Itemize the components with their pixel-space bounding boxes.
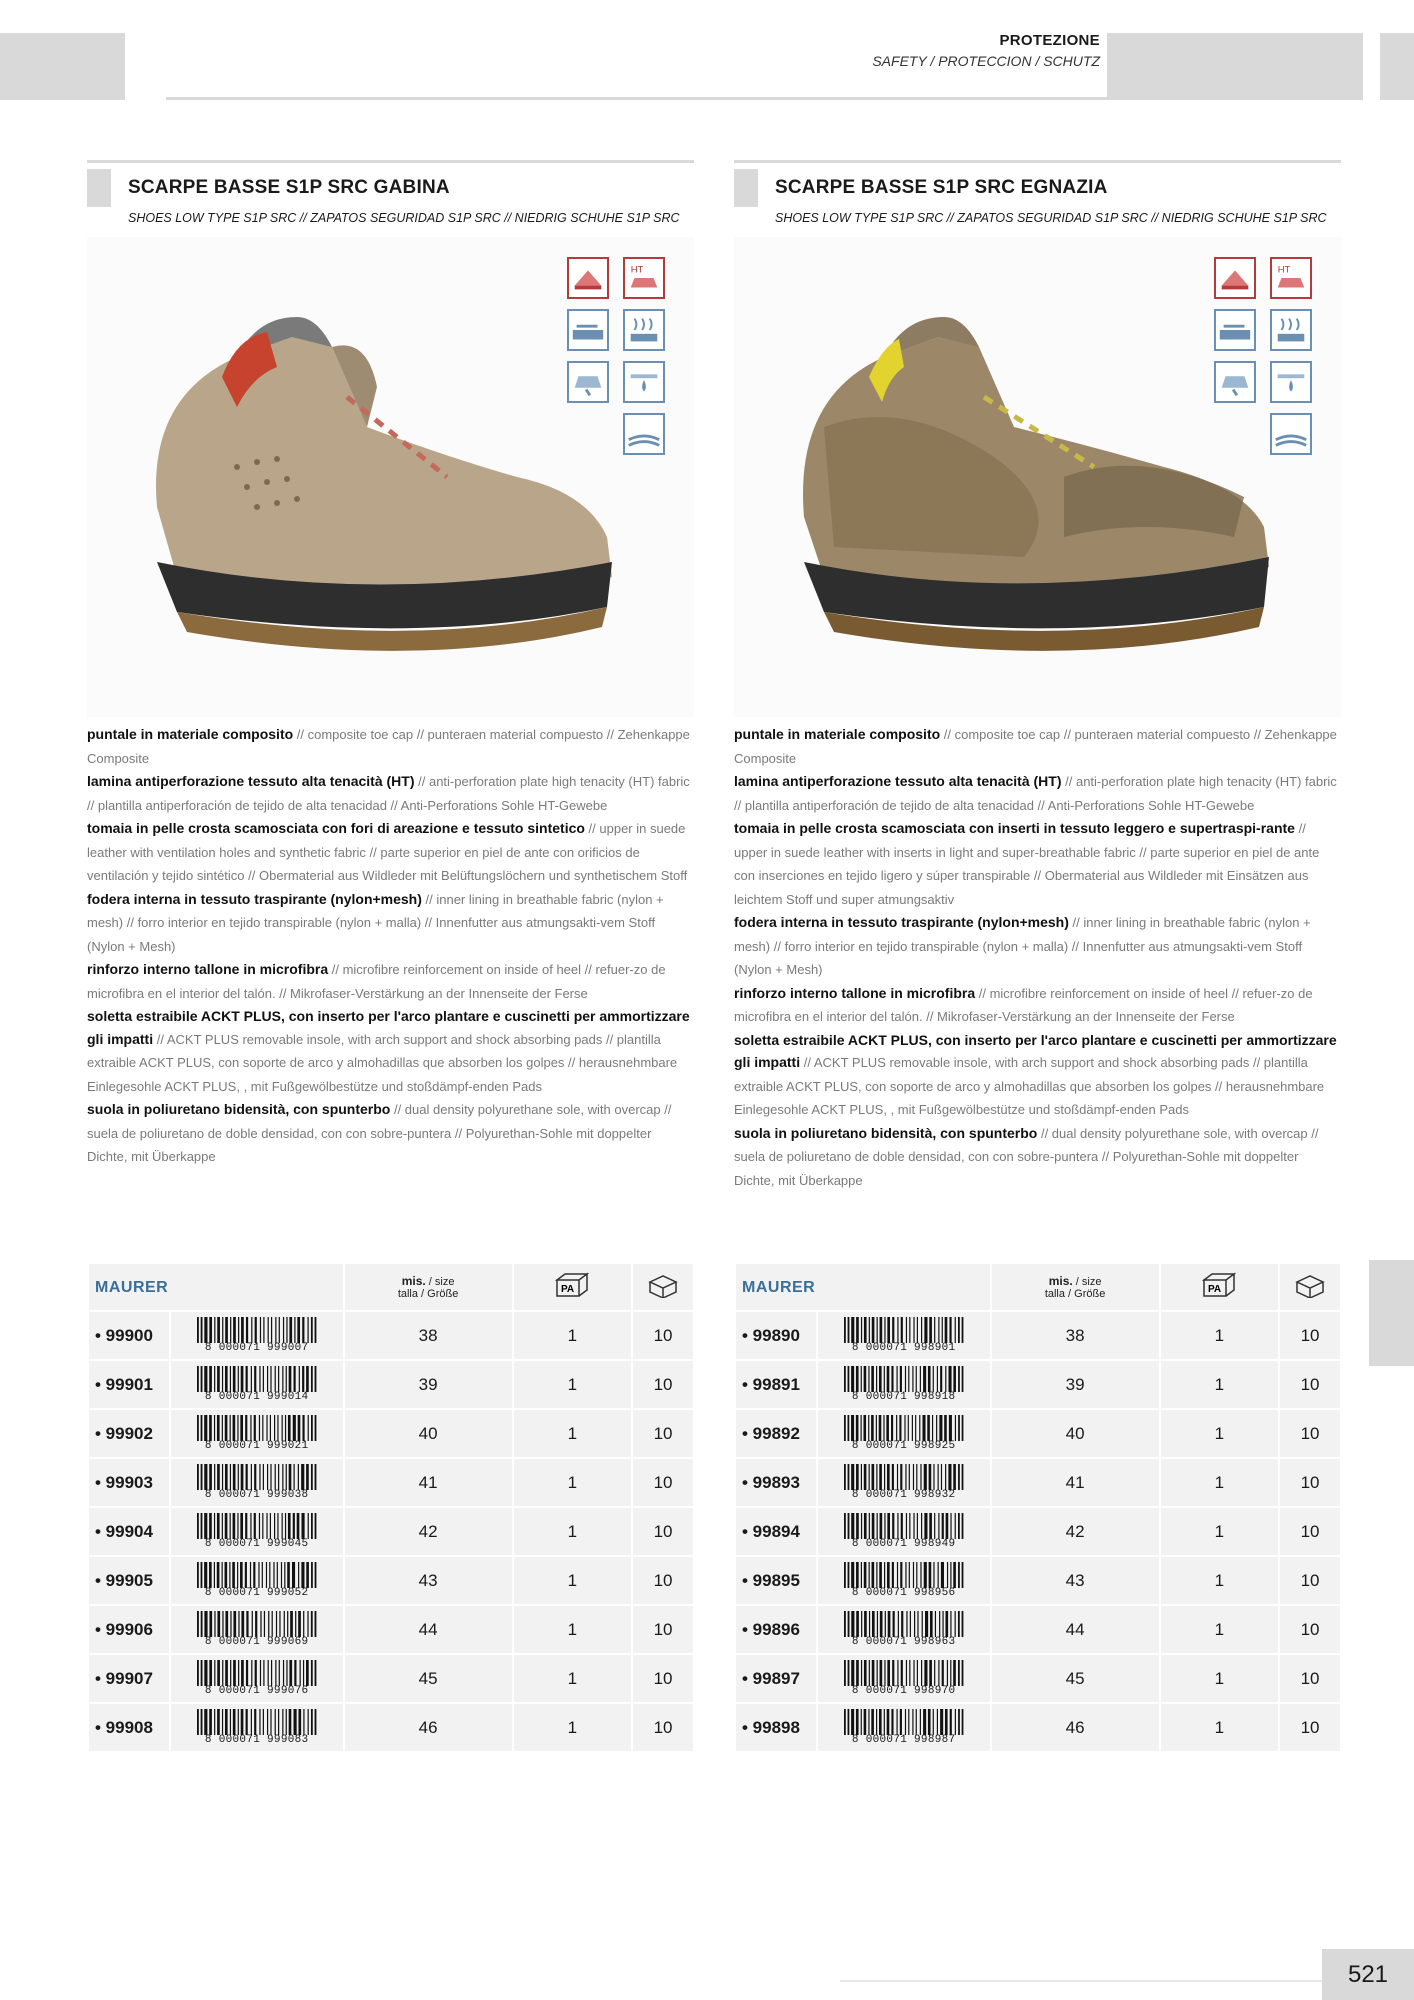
header-rule: [166, 97, 1107, 100]
pa-header: [513, 1263, 632, 1311]
article-code: • 99906: [88, 1605, 170, 1654]
table-row: [735, 1556, 1341, 1605]
antistatic-icon: [567, 361, 609, 403]
pa-value: 1: [513, 1605, 632, 1654]
pa-value: 1: [1160, 1458, 1279, 1507]
size-value: 41: [344, 1458, 513, 1507]
barcode-icon: [842, 1611, 966, 1637]
box-value: 10: [1279, 1507, 1341, 1556]
barcode-icon: [842, 1660, 966, 1686]
table-row: [88, 1605, 694, 1654]
table-row: [735, 1311, 1341, 1360]
box-value: 10: [632, 1311, 694, 1360]
barcode-cell: [170, 1605, 344, 1654]
spec-title: fodera interna in tessuto traspirante (nylon+mesh): [87, 890, 422, 907]
table-row: [735, 1605, 1341, 1654]
spec-translation: // composite toe cap // punteraen material compuesto // Zehenkappe Composite: [734, 727, 1337, 766]
barcode-cell: [817, 1556, 991, 1605]
article-code: • 99894: [735, 1507, 817, 1556]
spec-list: [87, 723, 695, 1169]
article-code: • 99890: [735, 1311, 817, 1360]
size-value: 42: [344, 1507, 513, 1556]
pa-value: 1: [513, 1311, 632, 1360]
box-value: 10: [632, 1703, 694, 1752]
footer-rule: [840, 1980, 1322, 1982]
article-code: • 99897: [735, 1654, 817, 1703]
pa-value: 1: [513, 1556, 632, 1605]
table-row: [735, 1458, 1341, 1507]
pa-value: 1: [513, 1703, 632, 1752]
pa-box-icon: [555, 1272, 589, 1298]
header-tab-right: [1107, 33, 1363, 100]
barcode-icon: [195, 1513, 319, 1539]
ean-number: 8 000071 998932: [851, 1489, 956, 1501]
ventilation-icon: [1270, 309, 1312, 351]
pa-value: 1: [1160, 1507, 1279, 1556]
maurer-logo: MAURER: [742, 1279, 816, 1296]
size-value: 44: [991, 1605, 1160, 1654]
box-value: 10: [1279, 1654, 1341, 1703]
barcode-icon: [195, 1464, 319, 1490]
pa-value: 1: [1160, 1360, 1279, 1409]
box-value: 10: [632, 1556, 694, 1605]
box-value: 10: [1279, 1458, 1341, 1507]
barcode-cell: [170, 1703, 344, 1752]
article-code: • 99893: [735, 1458, 817, 1507]
box-icon: [1293, 1272, 1327, 1298]
table-row: [88, 1360, 694, 1409]
spec-title: tomaia in pelle crosta scamosciata con fori di areazione e tessuto sintetico: [87, 820, 585, 836]
box-value: 10: [1279, 1360, 1341, 1409]
table-row: [88, 1507, 694, 1556]
spec-item: [87, 723, 695, 770]
size-value: 45: [344, 1654, 513, 1703]
barcode-cell: [170, 1458, 344, 1507]
ean-number: 8 000071 998963: [851, 1636, 956, 1648]
box-value: 10: [632, 1360, 694, 1409]
svg-text:HT: HT: [1277, 264, 1291, 276]
page-number: 521: [1322, 1949, 1414, 2000]
product-image: [87, 237, 694, 717]
size-value: 43: [344, 1556, 513, 1605]
size-header-es-de: talla / Größe: [397, 1287, 459, 1300]
spec-translation: // microfibre reinforcement on inside of heel // refuer-zo de microfibra en el interior del talón. // Mikrofaser-Verstärkung an der Innenseite der Ferse: [734, 985, 1313, 1024]
spec-translation: // anti-perforation plate high tenacity (HT) fabric // plantilla antiperforación de tejido de alta tenacidad // Anti-Perforations Sohle HT-Gewebe: [87, 774, 690, 813]
size-value: 39: [991, 1360, 1160, 1409]
ean-number: 8 000071 999069: [204, 1636, 309, 1648]
size-value: 39: [344, 1360, 513, 1409]
size-header-en: / size: [1072, 1275, 1102, 1288]
table-row: [88, 1458, 694, 1507]
box-value: 10: [632, 1654, 694, 1703]
section-header: [872, 32, 1100, 69]
size-value: 41: [991, 1458, 1160, 1507]
size-header-label: mis.: [1048, 1273, 1073, 1288]
ean-number: 8 000071 998925: [851, 1440, 956, 1452]
barcode-cell: [817, 1458, 991, 1507]
shoe-gabina-illustration: [117, 277, 637, 677]
article-code: • 99903: [88, 1458, 170, 1507]
box-value: 10: [1279, 1703, 1341, 1752]
spec-title: puntale in materiale composito: [734, 726, 941, 742]
product-gabina: [87, 160, 695, 1169]
product-subtitle: SHOES LOW TYPE S1P SRC // ZAPATOS SEGURIDAD S1P SRC // NIEDRIG SCHUHE S1P SRC: [128, 211, 680, 225]
table-row: [88, 1703, 694, 1752]
table-row: [88, 1409, 694, 1458]
spec-item: [734, 723, 1342, 770]
brand-logo-cell: [735, 1263, 991, 1311]
table-row: [735, 1360, 1341, 1409]
box-value: 10: [632, 1409, 694, 1458]
box-header: [632, 1263, 694, 1311]
ean-number: 8 000071 999076: [204, 1685, 309, 1697]
ventilation-icon: [623, 309, 665, 351]
spec-translation: // ACKT PLUS removable insole, with arch support and shock absorbing pads // plantilla extraible ACKT PLUS, con soporte de arco y almohadillas que absorben los golpes // herausnehmbare Einlegesohle ACKT PLUS, , mit Fußgewölbestütze und stoßdämpf-enden Pads: [87, 1031, 678, 1094]
title-marker: [734, 169, 758, 207]
brand-logo-cell: [88, 1263, 344, 1311]
barcode-icon: [195, 1709, 319, 1735]
ean-number: 8 000071 999007: [204, 1342, 309, 1354]
barcode-icon: [195, 1317, 319, 1343]
box-icon: [646, 1272, 680, 1298]
article-code: • 99908: [88, 1703, 170, 1752]
table-row: [88, 1654, 694, 1703]
box-value: 10: [1279, 1605, 1341, 1654]
article-code: • 99901: [88, 1360, 170, 1409]
spec-translation: // composite toe cap // punteraen material compuesto // Zehenkappe Composite: [87, 727, 690, 766]
pa-box-icon: [1202, 1272, 1236, 1298]
barcode-cell: [170, 1507, 344, 1556]
box-value: 10: [632, 1507, 694, 1556]
spec-title: lamina antiperforazione tessuto alta tenacità (HT): [87, 773, 415, 789]
spec-translation: // upper in suede leather with inserts in light and super-breathable fabric // parte superior en piel de ante con inserciones en tejido ligero y súper transpirable // Obermaterial aus Wildleder mit Einsätzen aus leichtem Stoff und super atmungsaktiv: [734, 821, 1320, 907]
water-resistant-icon: [1270, 361, 1312, 403]
spec-item: [734, 770, 1342, 817]
ean-number: 8 000071 999083: [204, 1734, 309, 1746]
ean-number: 8 000071 998956: [851, 1587, 956, 1599]
article-code: • 99904: [88, 1507, 170, 1556]
pa-value: 1: [1160, 1409, 1279, 1458]
box-header: [1279, 1263, 1341, 1311]
barcode-cell: [817, 1311, 991, 1360]
article-code: • 99907: [88, 1654, 170, 1703]
barcode-cell: [817, 1654, 991, 1703]
spec-title: soletta estraibile ACKT PLUS, con inserto per l'arco plantare e cuscinetti per ammortizzare gli impatti: [734, 1031, 1337, 1070]
product-image: [734, 237, 1341, 717]
ean-number: 8 000071 999014: [204, 1391, 309, 1403]
spec-translation: // inner lining in breathable fabric (nylon + mesh) // forro interior en tejido transpirable (nylon + malla) // Innenfutter aus atmungsakti-vem Stoff (Nylon + Mesh): [734, 915, 1311, 977]
size-value: 40: [344, 1409, 513, 1458]
barcode-icon: [842, 1464, 966, 1490]
spec-item: [734, 1122, 1342, 1193]
product-title-row: [87, 163, 695, 237]
spec-title: suola in poliuretano bidensità, con spunterbo: [87, 1101, 391, 1117]
spec-translation: // upper in suede leather with ventilation holes and synthetic fabric // parte superior en piel de ante con orificios de ventilación y tejido sintético // Obermaterial aus Wildleder mit Belüftungslöchern und synthetischem Stoff: [87, 821, 688, 883]
article-code: • 99905: [88, 1556, 170, 1605]
spec-item: [734, 817, 1342, 911]
slip-resistant-icon: [567, 309, 609, 351]
spec-item: [87, 770, 695, 817]
pa-header: [1160, 1263, 1279, 1311]
sole-grip-icon: [1270, 413, 1312, 455]
spec-translation: // microfibre reinforcement on inside of heel // refuer-zo de microfibra en el interior del talón. // Mikrofaser-Verstärkung an der Innenseite der Ferse: [87, 962, 666, 1001]
spec-list: [734, 723, 1342, 1192]
article-table-egnazia: [734, 1262, 1342, 1753]
pa-value: 1: [513, 1360, 632, 1409]
barcode-cell: [817, 1507, 991, 1556]
product-title-row: [734, 163, 1342, 237]
box-value: 10: [632, 1458, 694, 1507]
article-code: • 99900: [88, 1311, 170, 1360]
article-code: • 99891: [735, 1360, 817, 1409]
article-code: • 99895: [735, 1556, 817, 1605]
pa-value: 1: [1160, 1311, 1279, 1360]
barcode-icon: [842, 1317, 966, 1343]
product-title: SCARPE BASSE S1P SRC EGNAZIA: [775, 177, 1108, 198]
spec-translation: // inner lining in breathable fabric (nylon + mesh) // forro interior en tejido transpirable (nylon + malla) // Innenfutter aus atmungsakti-vem Stoff (Nylon + Mesh): [87, 891, 664, 954]
size-header: [344, 1263, 513, 1311]
spec-title: tomaia in pelle crosta scamosciata con inserti in tessuto leggero e supertraspi-rante: [734, 820, 1295, 836]
spec-title: suola in poliuretano bidensità, con spunterbo: [734, 1124, 1038, 1141]
spec-translation: // ACKT PLUS removable insole, with arch support and shock absorbing pads // plantilla extraible ACKT PLUS, con soporte de arco y almohadillas que absorben los golpes // herausnehmbare Einlegesohle ACKT PLUS, , mit Fußgewölbestütze und stoßdämpf-enden Pads: [734, 1055, 1325, 1117]
size-value: 43: [991, 1556, 1160, 1605]
size-value: 46: [344, 1703, 513, 1752]
spec-item: [87, 1098, 695, 1169]
ean-number: 8 000071 999021: [204, 1440, 309, 1452]
ean-number: 8 000071 998987: [851, 1734, 956, 1746]
spec-item: [87, 817, 695, 888]
size-header: [991, 1263, 1160, 1311]
title-marker: [87, 169, 111, 207]
barcode-cell: [170, 1654, 344, 1703]
article-table-gabina: [87, 1262, 695, 1753]
article-code: • 99892: [735, 1409, 817, 1458]
barcode-icon: [842, 1562, 966, 1588]
pa-value: 1: [1160, 1556, 1279, 1605]
barcode-icon: [195, 1660, 319, 1686]
ean-number: 8 000071 998918: [851, 1391, 956, 1403]
box-value: 10: [632, 1605, 694, 1654]
article-code: • 99898: [735, 1703, 817, 1752]
toe-cap-icon: [567, 257, 609, 299]
barcode-icon: [195, 1366, 319, 1392]
barcode-icon: [842, 1366, 966, 1392]
size-header-en: / size: [425, 1275, 455, 1288]
barcode-cell: [170, 1409, 344, 1458]
barcode-icon: [842, 1415, 966, 1441]
antistatic-icon: [1214, 361, 1256, 403]
svg-text:HT: HT: [630, 264, 644, 276]
barcode-cell: [817, 1703, 991, 1752]
header-tab-left: [0, 33, 125, 100]
barcode-cell: [817, 1409, 991, 1458]
size-value: 40: [991, 1409, 1160, 1458]
size-value: 46: [991, 1703, 1160, 1752]
size-value: 38: [344, 1311, 513, 1360]
pa-value: 1: [1160, 1703, 1279, 1752]
barcode-cell: [817, 1605, 991, 1654]
product-egnazia: [734, 160, 1342, 1192]
pa-value: 1: [513, 1458, 632, 1507]
table-header-row: [88, 1263, 694, 1311]
spec-title: fodera interna in tessuto traspirante (nylon+mesh): [734, 914, 1069, 930]
barcode-cell: [170, 1556, 344, 1605]
spec-translation: // anti-perforation plate high tenacity (HT) fabric // plantilla antiperforación de tejido de alta tenacidad // Anti-Perforations Sohle HT-Gewebe: [734, 774, 1337, 813]
box-value: 10: [1279, 1556, 1341, 1605]
maurer-logo: MAURER: [95, 1279, 169, 1296]
box-value: 10: [1279, 1311, 1341, 1360]
spec-title: puntale in materiale composito: [87, 726, 294, 742]
shoe-egnazia-illustration: [764, 277, 1284, 677]
header-tab-edge: [1380, 33, 1414, 100]
table-row: [88, 1311, 694, 1360]
table-row: [735, 1507, 1341, 1556]
table-row: [88, 1556, 694, 1605]
ean-number: 8 000071 999052: [204, 1587, 309, 1599]
size-header-label: mis.: [401, 1273, 426, 1288]
barcode-icon: [195, 1611, 319, 1637]
spec-item: [734, 911, 1342, 982]
spec-item: [87, 888, 695, 959]
spec-translation: // dual density polyurethane sole, with overcap // suela de poliuretano de doble densidad, con con sobre-puntera // Polyurethan-Sohle mit doppelter Dichte, mit Überkappe: [734, 1125, 1319, 1188]
sole-grip-icon: [623, 413, 665, 455]
table-row: [735, 1703, 1341, 1752]
barcode-icon: [842, 1709, 966, 1735]
article-code: • 99896: [735, 1605, 817, 1654]
ean-number: 8 000071 999045: [204, 1538, 309, 1550]
size-value: 38: [991, 1311, 1160, 1360]
heat-resistant-icon: [1270, 257, 1312, 299]
section-title: PROTEZIONE: [999, 32, 1100, 49]
spec-item: [734, 982, 1342, 1029]
spec-title: soletta estraibile ACKT PLUS, con inserto per l'arco plantare e cuscinetti per ammortizzare gli impatti: [87, 1008, 690, 1047]
ean-number: 8 000071 999038: [204, 1489, 309, 1501]
section-side-tab: [1369, 1260, 1414, 1366]
ean-number: 8 000071 998901: [851, 1342, 956, 1354]
product-subtitle: SHOES LOW TYPE S1P SRC // ZAPATOS SEGURIDAD S1P SRC // NIEDRIG SCHUHE S1P SRC: [775, 211, 1327, 225]
ean-number: 8 000071 998970: [851, 1685, 956, 1697]
article-code: • 99902: [88, 1409, 170, 1458]
spec-item: [734, 1029, 1342, 1122]
pa-value: 1: [513, 1507, 632, 1556]
size-header-es-de: talla / Größe: [1044, 1287, 1106, 1300]
spec-title: rinforzo interno tallone in microfibra: [734, 984, 976, 1001]
toe-cap-icon: [1214, 257, 1256, 299]
size-value: 42: [991, 1507, 1160, 1556]
barcode-icon: [842, 1513, 966, 1539]
pa-value: 1: [513, 1409, 632, 1458]
size-value: 44: [344, 1605, 513, 1654]
section-subtitle: SAFETY / PROTECCION / SCHUTZ: [872, 53, 1100, 69]
box-value: 10: [1279, 1409, 1341, 1458]
spec-item: [87, 1005, 695, 1098]
water-resistant-icon: [623, 361, 665, 403]
svg-text:PA: PA: [561, 1283, 575, 1295]
ean-number: 8 000071 998949: [851, 1538, 956, 1550]
barcode-cell: [817, 1360, 991, 1409]
heat-resistant-icon: [623, 257, 665, 299]
pa-value: 1: [513, 1654, 632, 1703]
table-row: [735, 1409, 1341, 1458]
size-value: 45: [991, 1654, 1160, 1703]
svg-text:PA: PA: [1208, 1283, 1222, 1295]
barcode-icon: [195, 1562, 319, 1588]
barcode-cell: [170, 1360, 344, 1409]
table-header-row: [735, 1263, 1341, 1311]
spec-translation: // dual density polyurethane sole, with overcap // suela de poliuretano de doble densidad, con con sobre-puntera // Polyurethan-Sohle mit doppelter Dichte, mit Überkappe: [87, 1102, 672, 1164]
slip-resistant-icon: [1214, 309, 1256, 351]
barcode-cell: [170, 1311, 344, 1360]
table-row: [735, 1654, 1341, 1703]
barcode-icon: [195, 1415, 319, 1441]
spec-title: lamina antiperforazione tessuto alta tenacità (HT): [734, 773, 1062, 789]
pa-value: 1: [1160, 1654, 1279, 1703]
pa-value: 1: [1160, 1605, 1279, 1654]
spec-item: [87, 958, 695, 1005]
product-title: SCARPE BASSE S1P SRC GABINA: [128, 177, 450, 198]
spec-title: rinforzo interno tallone in microfibra: [87, 961, 329, 977]
